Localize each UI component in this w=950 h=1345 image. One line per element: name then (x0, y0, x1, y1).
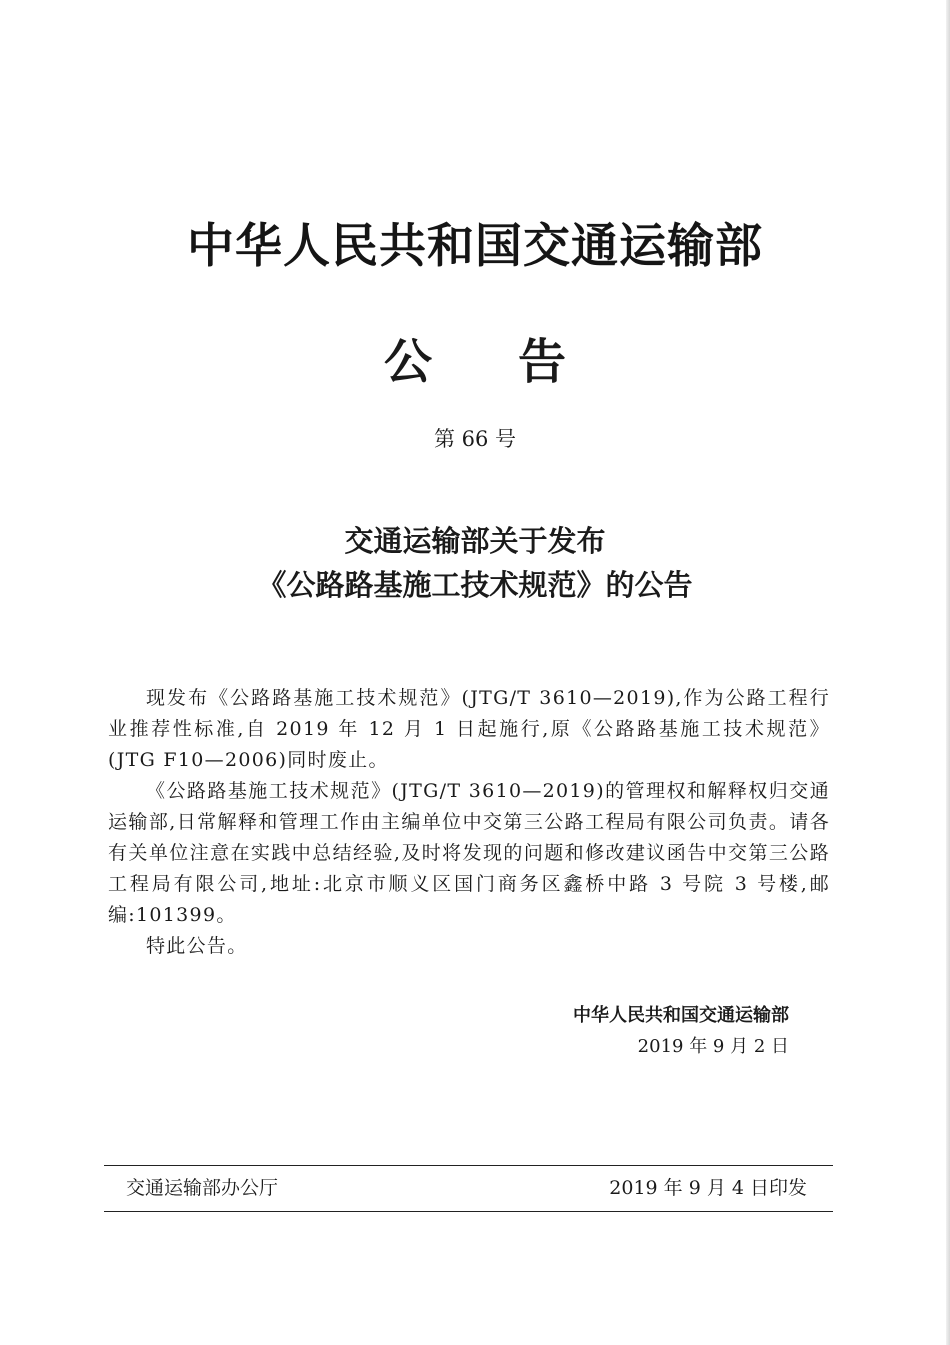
ministry-title: 中华人民共和国交通运输部 (187, 219, 763, 274)
document-title-line-2: 《公路路基施工技术规范》的公告 (257, 568, 693, 602)
signature-date: 2019 年 9 月 2 日 (637, 1036, 789, 1057)
notice-heading (0, 330, 950, 394)
footer-issuing-office: 交通运输部办公厅 (126, 1177, 279, 1199)
signature-block (573, 1000, 789, 1062)
paragraph-publication: 现发布《公路路基施工技术规范》(JTG/T 3610—2019),作为公路工程行业推荐性标准,自 2019 年 12 月 1 日起施行,原《公路路基施工技术规范》(JTG F10—2006)同时废止。 (108, 687, 830, 771)
footer-print-date: 2019 年 9 月 4 日印发 (609, 1177, 807, 1199)
body-text (108, 683, 830, 962)
signature-organization: 中华人民共和国交通运输部 (573, 1005, 789, 1026)
notice-heading-char-gong: 公 (383, 334, 432, 390)
notice-heading-char-gao: 告 (518, 334, 567, 390)
page-edge-shadow (946, 0, 950, 1345)
paragraph-administration: 《公路路基施工技术规范》(JTG/T 3610—2019)的管理权和解释权归交通运输部,日常解释和管理工作由主编单位中交第三公路工程局有限公司负责。请各有关单位注意在实践中总结经验,及时将发现的问题和修改建议函告中交第三公路工程局有限公司,地址:北京市顺义区国门商务区鑫桥中路 3 号院 3 号楼,邮编:101399。 (108, 780, 830, 926)
footer-print-info (104, 1165, 833, 1212)
paragraph-closing: 特此公告。 (146, 935, 248, 957)
notice-number: 第 66 号 (433, 427, 517, 451)
document-title (0, 519, 950, 607)
document-title-line-1: 交通运输部关于发布 (344, 524, 606, 558)
